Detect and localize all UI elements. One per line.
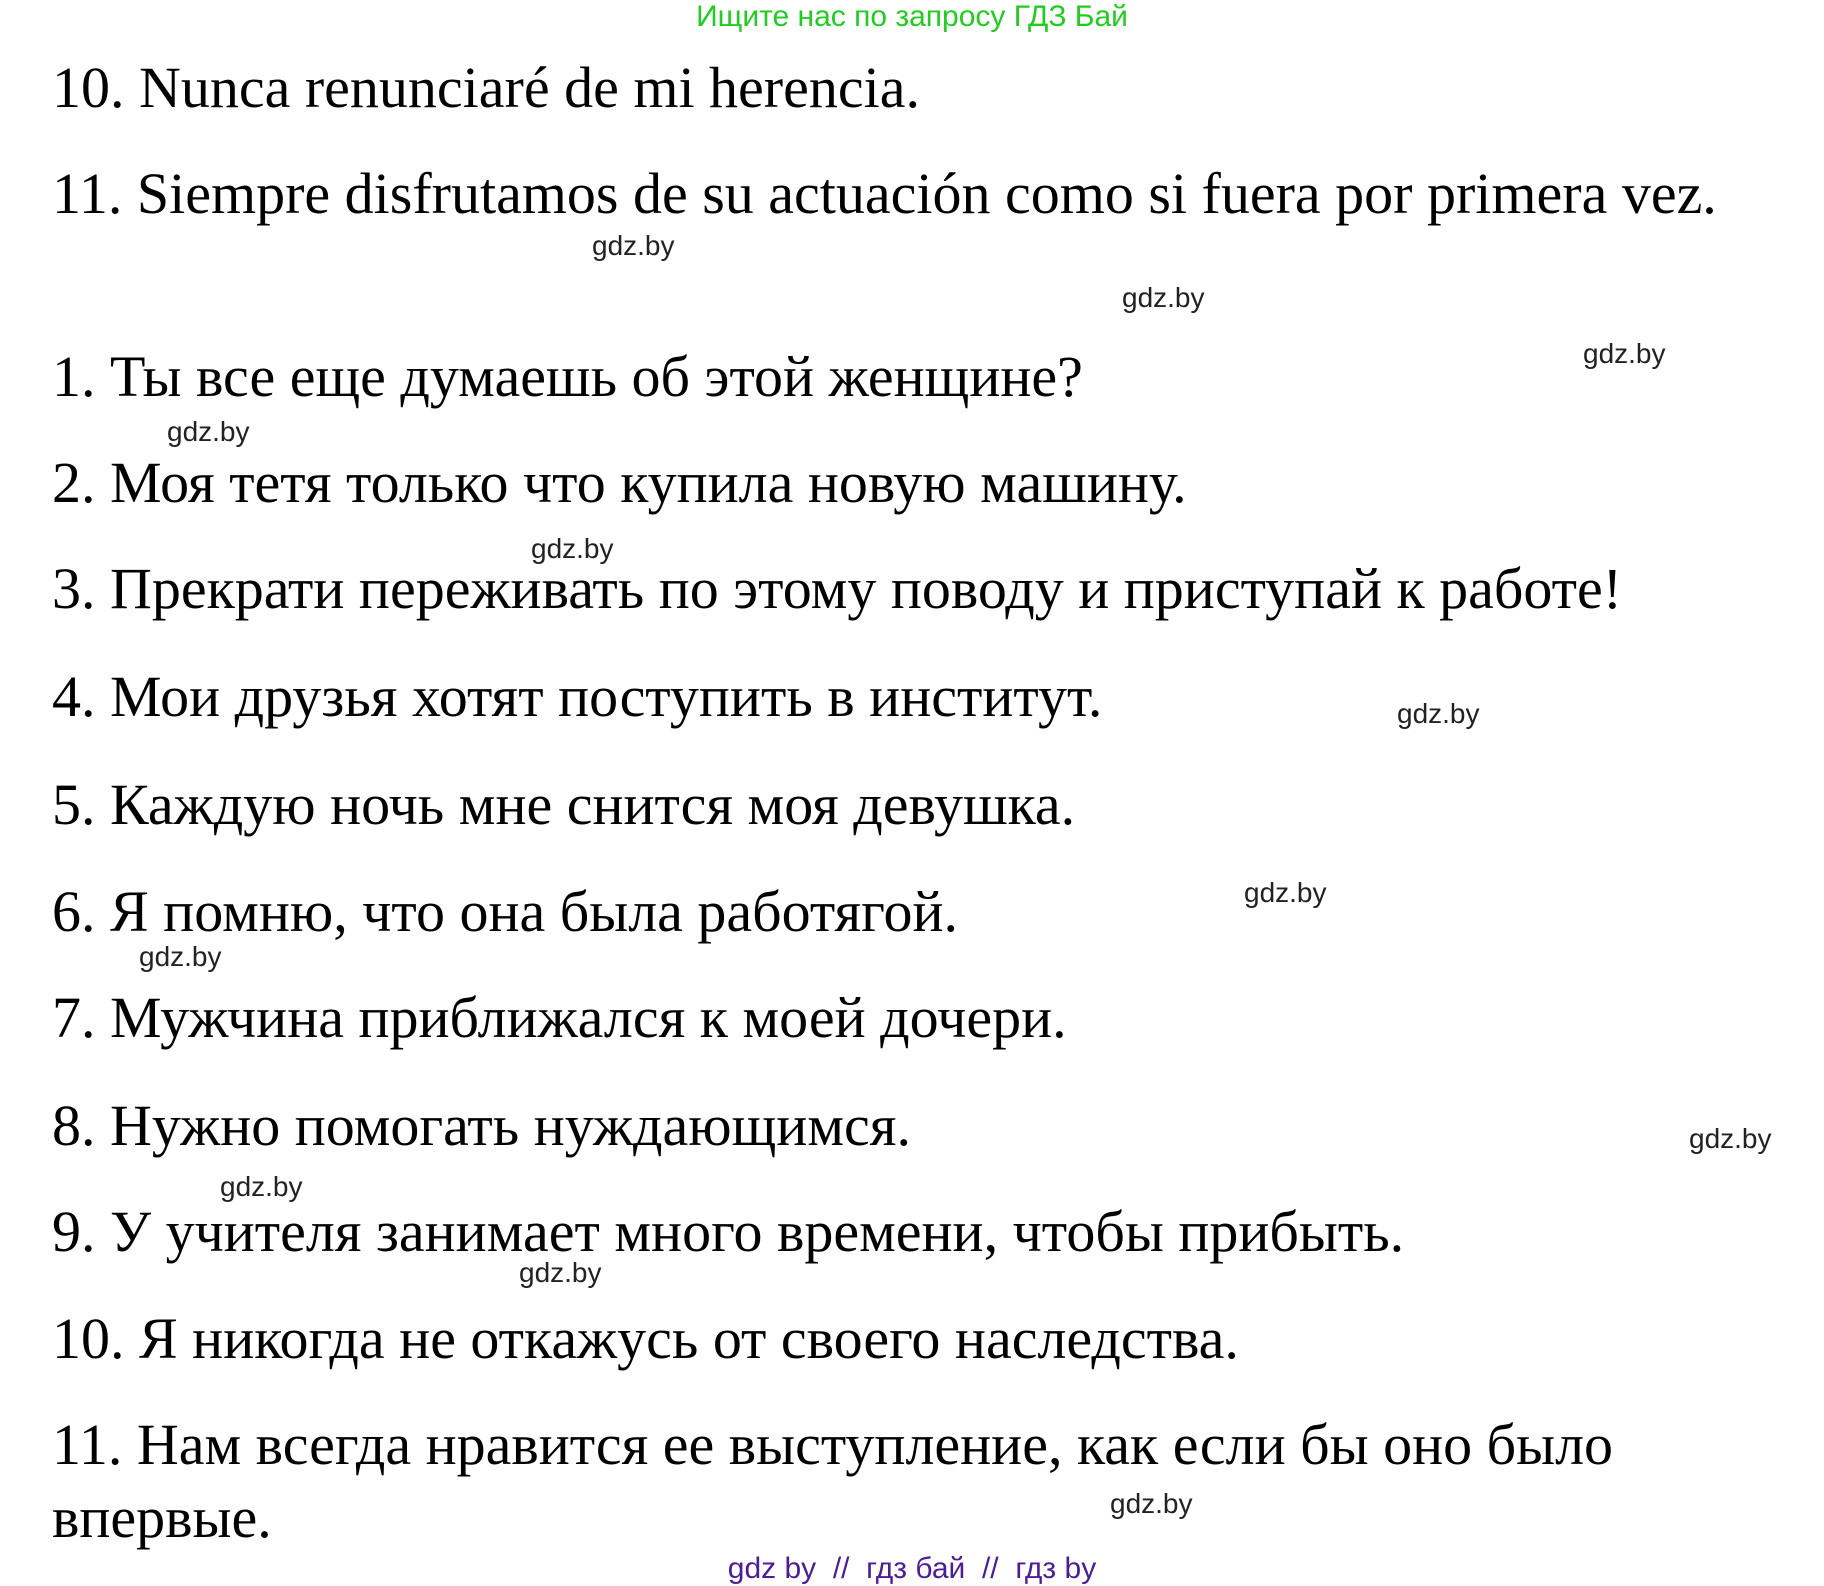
watermark: gdz.by (139, 941, 222, 972)
watermark: gdz.by (220, 1171, 303, 1202)
russian-line-7: 7. Мужчина приближался к моей дочери. (52, 985, 1067, 1050)
russian-line-9: 9. У учителя занимает много времени, чтобы прибыть. (52, 1199, 1405, 1264)
russian-line-6: 6. Я помню, что она была работягой. (52, 879, 959, 944)
russian-line-1: 1. Ты все еще думаешь об этой женщине? (52, 344, 1083, 409)
russian-line-2: 2. Моя тетя только что купила новую машину. (52, 450, 1187, 515)
footer-watermark: gdz by // гдз бай // гдз by (727, 1552, 1097, 1585)
russian-line-3: 3. Прекрати переживать по этому поводу и приступай к работе! (52, 556, 1623, 621)
watermark: gdz.by (1244, 877, 1327, 908)
russian-line-11-cont: впервые. (52, 1485, 272, 1550)
russian-line-10: 10. Я никогда не откажусь от своего наследства. (52, 1306, 1239, 1371)
watermark: gdz.by (167, 416, 250, 447)
watermark: gdz.by (519, 1257, 602, 1288)
watermark: gdz.by (1110, 1488, 1193, 1519)
watermark: gdz.by (1397, 698, 1480, 729)
search-hint-banner: Ищите нас по запросу ГДЗ Бай (696, 0, 1128, 33)
russian-line-8: 8. Нужно помогать нуждающимся. (52, 1093, 911, 1158)
russian-line-4: 4. Мои друзья хотят поступить в институт. (52, 664, 1103, 729)
spanish-line-10: 10. Nunca renunciaré de mi herencia. (52, 55, 920, 120)
watermark: gdz.by (1122, 282, 1205, 313)
russian-line-5: 5. Каждую ночь мне снится моя девушка. (52, 772, 1076, 837)
watermark: gdz.by (1689, 1123, 1772, 1154)
russian-line-11: 11. Нам всегда нравится ее выступление, как если бы оно было (52, 1412, 1614, 1477)
spanish-line-11: 11. Siempre disfrutamos de su actuación como si fuera por primera vez. (52, 161, 1717, 226)
watermark: gdz.by (531, 533, 614, 564)
watermark: gdz.by (1583, 338, 1666, 369)
watermark: gdz.by (592, 230, 675, 261)
